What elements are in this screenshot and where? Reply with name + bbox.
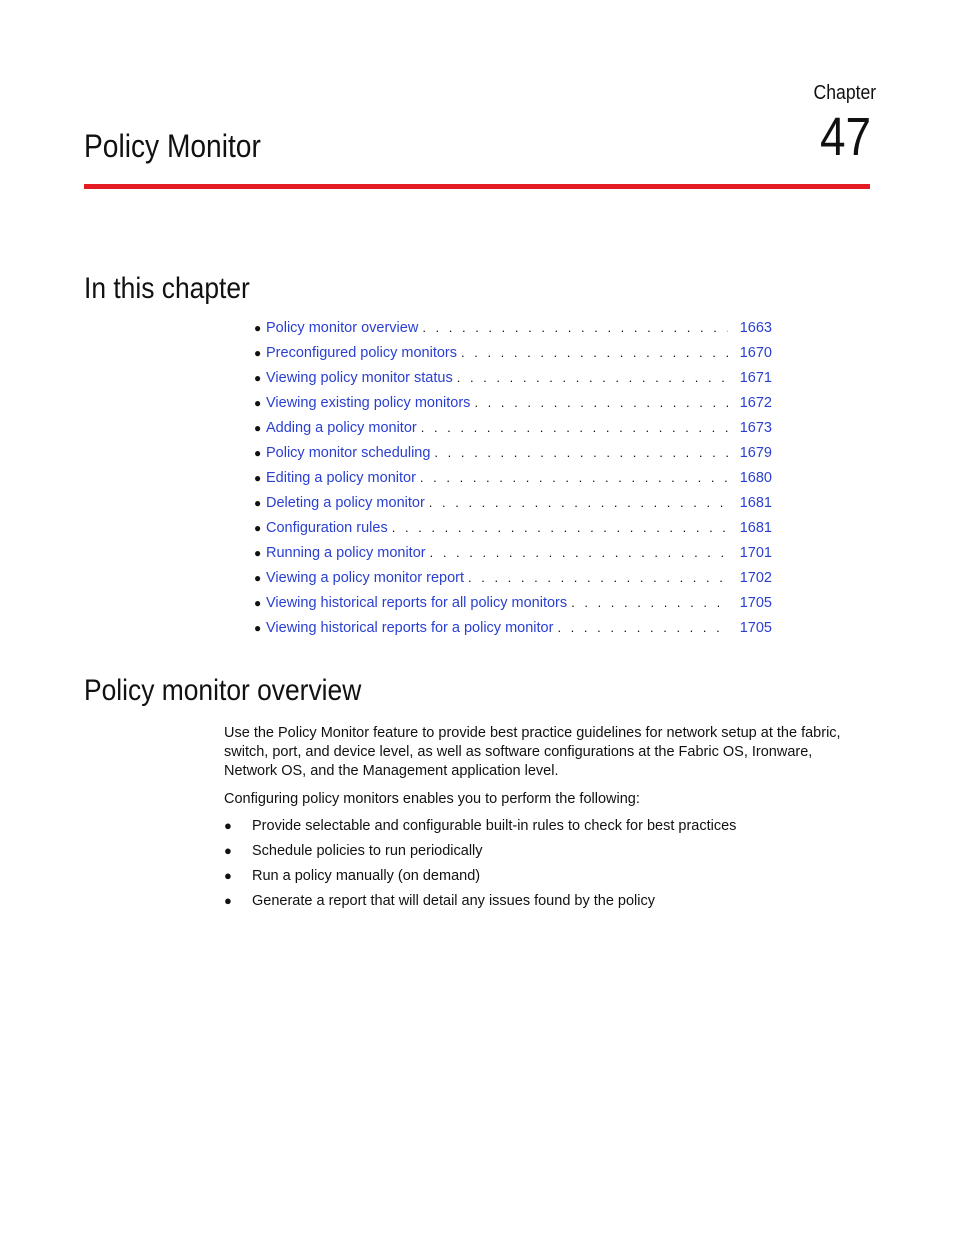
list-item-text: Provide selectable and configurable built-in rules to check for best practices [252, 818, 737, 834]
bullet-icon: ● [254, 571, 262, 585]
toc-item [254, 470, 772, 495]
bullet-icon: ● [254, 521, 262, 535]
toc-link[interactable]: Running a policy monitor [266, 545, 426, 561]
bullet-icon: ● [224, 843, 232, 858]
toc-item [254, 570, 772, 595]
bullet-icon: ● [254, 621, 262, 635]
toc-item [254, 420, 772, 445]
bullet-icon: ● [224, 893, 232, 908]
leader-dots [422, 320, 728, 335]
toc-heading: In this chapter [84, 272, 250, 305]
toc-page-link[interactable]: 1705 [739, 620, 772, 636]
bullet-icon: ● [254, 546, 262, 560]
chapter-title: Policy Monitor [84, 128, 261, 164]
toc-page-link[interactable]: 1671 [739, 370, 772, 386]
bullet-icon: ● [254, 596, 262, 610]
toc-link[interactable]: Viewing existing policy monitors [266, 395, 471, 411]
toc-item [254, 520, 772, 545]
bullet-icon: ● [254, 346, 262, 360]
list-item [224, 893, 864, 918]
toc-page-link[interactable]: 1679 [739, 445, 772, 461]
toc-page-link[interactable]: 1701 [739, 545, 772, 561]
chapter-number: 47 [819, 107, 871, 167]
toc-item [254, 620, 772, 645]
toc-page-link[interactable]: 1705 [739, 595, 772, 611]
bullet-icon: ● [254, 471, 262, 485]
bullet-icon: ● [254, 371, 262, 385]
toc-link[interactable]: Preconfigured policy monitors [266, 345, 458, 361]
chapter-label: Chapter [813, 82, 876, 104]
bullet-icon: ● [254, 421, 262, 435]
toc-link[interactable]: Policy monitor scheduling [266, 445, 431, 461]
toc-page-link[interactable]: 1670 [739, 345, 772, 361]
bullet-icon: ● [224, 868, 232, 883]
list-item [224, 818, 864, 843]
leader-dots [430, 545, 728, 560]
leader-dots [468, 570, 728, 585]
toc-link[interactable]: Viewing a policy monitor report [266, 570, 464, 586]
toc-page-link[interactable]: 1680 [739, 470, 772, 486]
leader-dots [434, 445, 728, 460]
toc-item [254, 320, 772, 345]
toc-page-link[interactable]: 1681 [739, 495, 772, 511]
list-item [224, 843, 864, 868]
toc-item [254, 445, 772, 470]
toc-item [254, 545, 772, 570]
toc-link[interactable]: Configuration rules [266, 520, 388, 536]
toc-page-link[interactable]: 1681 [739, 520, 772, 536]
toc-link[interactable]: Viewing policy monitor status [266, 370, 453, 386]
toc-link[interactable]: Deleting a policy monitor [266, 495, 425, 511]
toc-item [254, 395, 772, 420]
overview-intro-paragraph: Configuring policy monitors enables you to perform the following: [224, 791, 640, 807]
chapter-title-rule [84, 184, 870, 189]
leader-dots [457, 370, 728, 385]
toc-page-link[interactable]: 1702 [739, 570, 772, 586]
feature-list [224, 818, 864, 918]
overview-paragraph: Use the Policy Monitor feature to provide best practice guidelines for network setup at the fabric, switch, port, and device level, as well as software configurations at the Fabric OS, Ironware, Network OS, and the Management application level. [224, 725, 841, 779]
bullet-icon: ● [254, 496, 262, 510]
toc-link[interactable]: Editing a policy monitor [266, 470, 416, 486]
bullet-icon: ● [254, 446, 262, 460]
toc-link[interactable]: Adding a policy monitor [266, 420, 417, 436]
leader-dots [420, 470, 728, 485]
bullet-icon: ● [254, 321, 262, 335]
toc-item [254, 595, 772, 620]
bullet-icon: ● [254, 396, 262, 410]
overview-heading: Policy monitor overview [84, 674, 362, 707]
list-item-text: Run a policy manually (on demand) [252, 868, 481, 884]
toc-item [254, 345, 772, 370]
list-item-text: Generate a report that will detail any issues found by the policy [252, 893, 656, 909]
list-item-text: Schedule policies to run periodically [252, 843, 483, 859]
toc-item [254, 370, 772, 395]
toc-page-link[interactable]: 1672 [739, 395, 772, 411]
toc-link[interactable]: Policy monitor overview [266, 320, 419, 336]
toc-page-link[interactable]: 1663 [739, 320, 772, 336]
leader-dots [461, 345, 728, 360]
leader-dots [474, 395, 728, 410]
toc-link[interactable]: Viewing historical reports for all policy monitors [266, 595, 568, 611]
toc-list [254, 320, 772, 645]
toc-link[interactable]: Viewing historical reports for a policy monitor [266, 620, 554, 636]
leader-dots [557, 620, 728, 635]
leader-dots [392, 520, 728, 535]
bullet-icon: ● [224, 818, 232, 833]
leader-dots [429, 495, 728, 510]
toc-item [254, 495, 772, 520]
leader-dots [421, 420, 728, 435]
list-item [224, 868, 864, 893]
toc-page-link[interactable]: 1673 [739, 420, 772, 436]
leader-dots [571, 595, 728, 610]
